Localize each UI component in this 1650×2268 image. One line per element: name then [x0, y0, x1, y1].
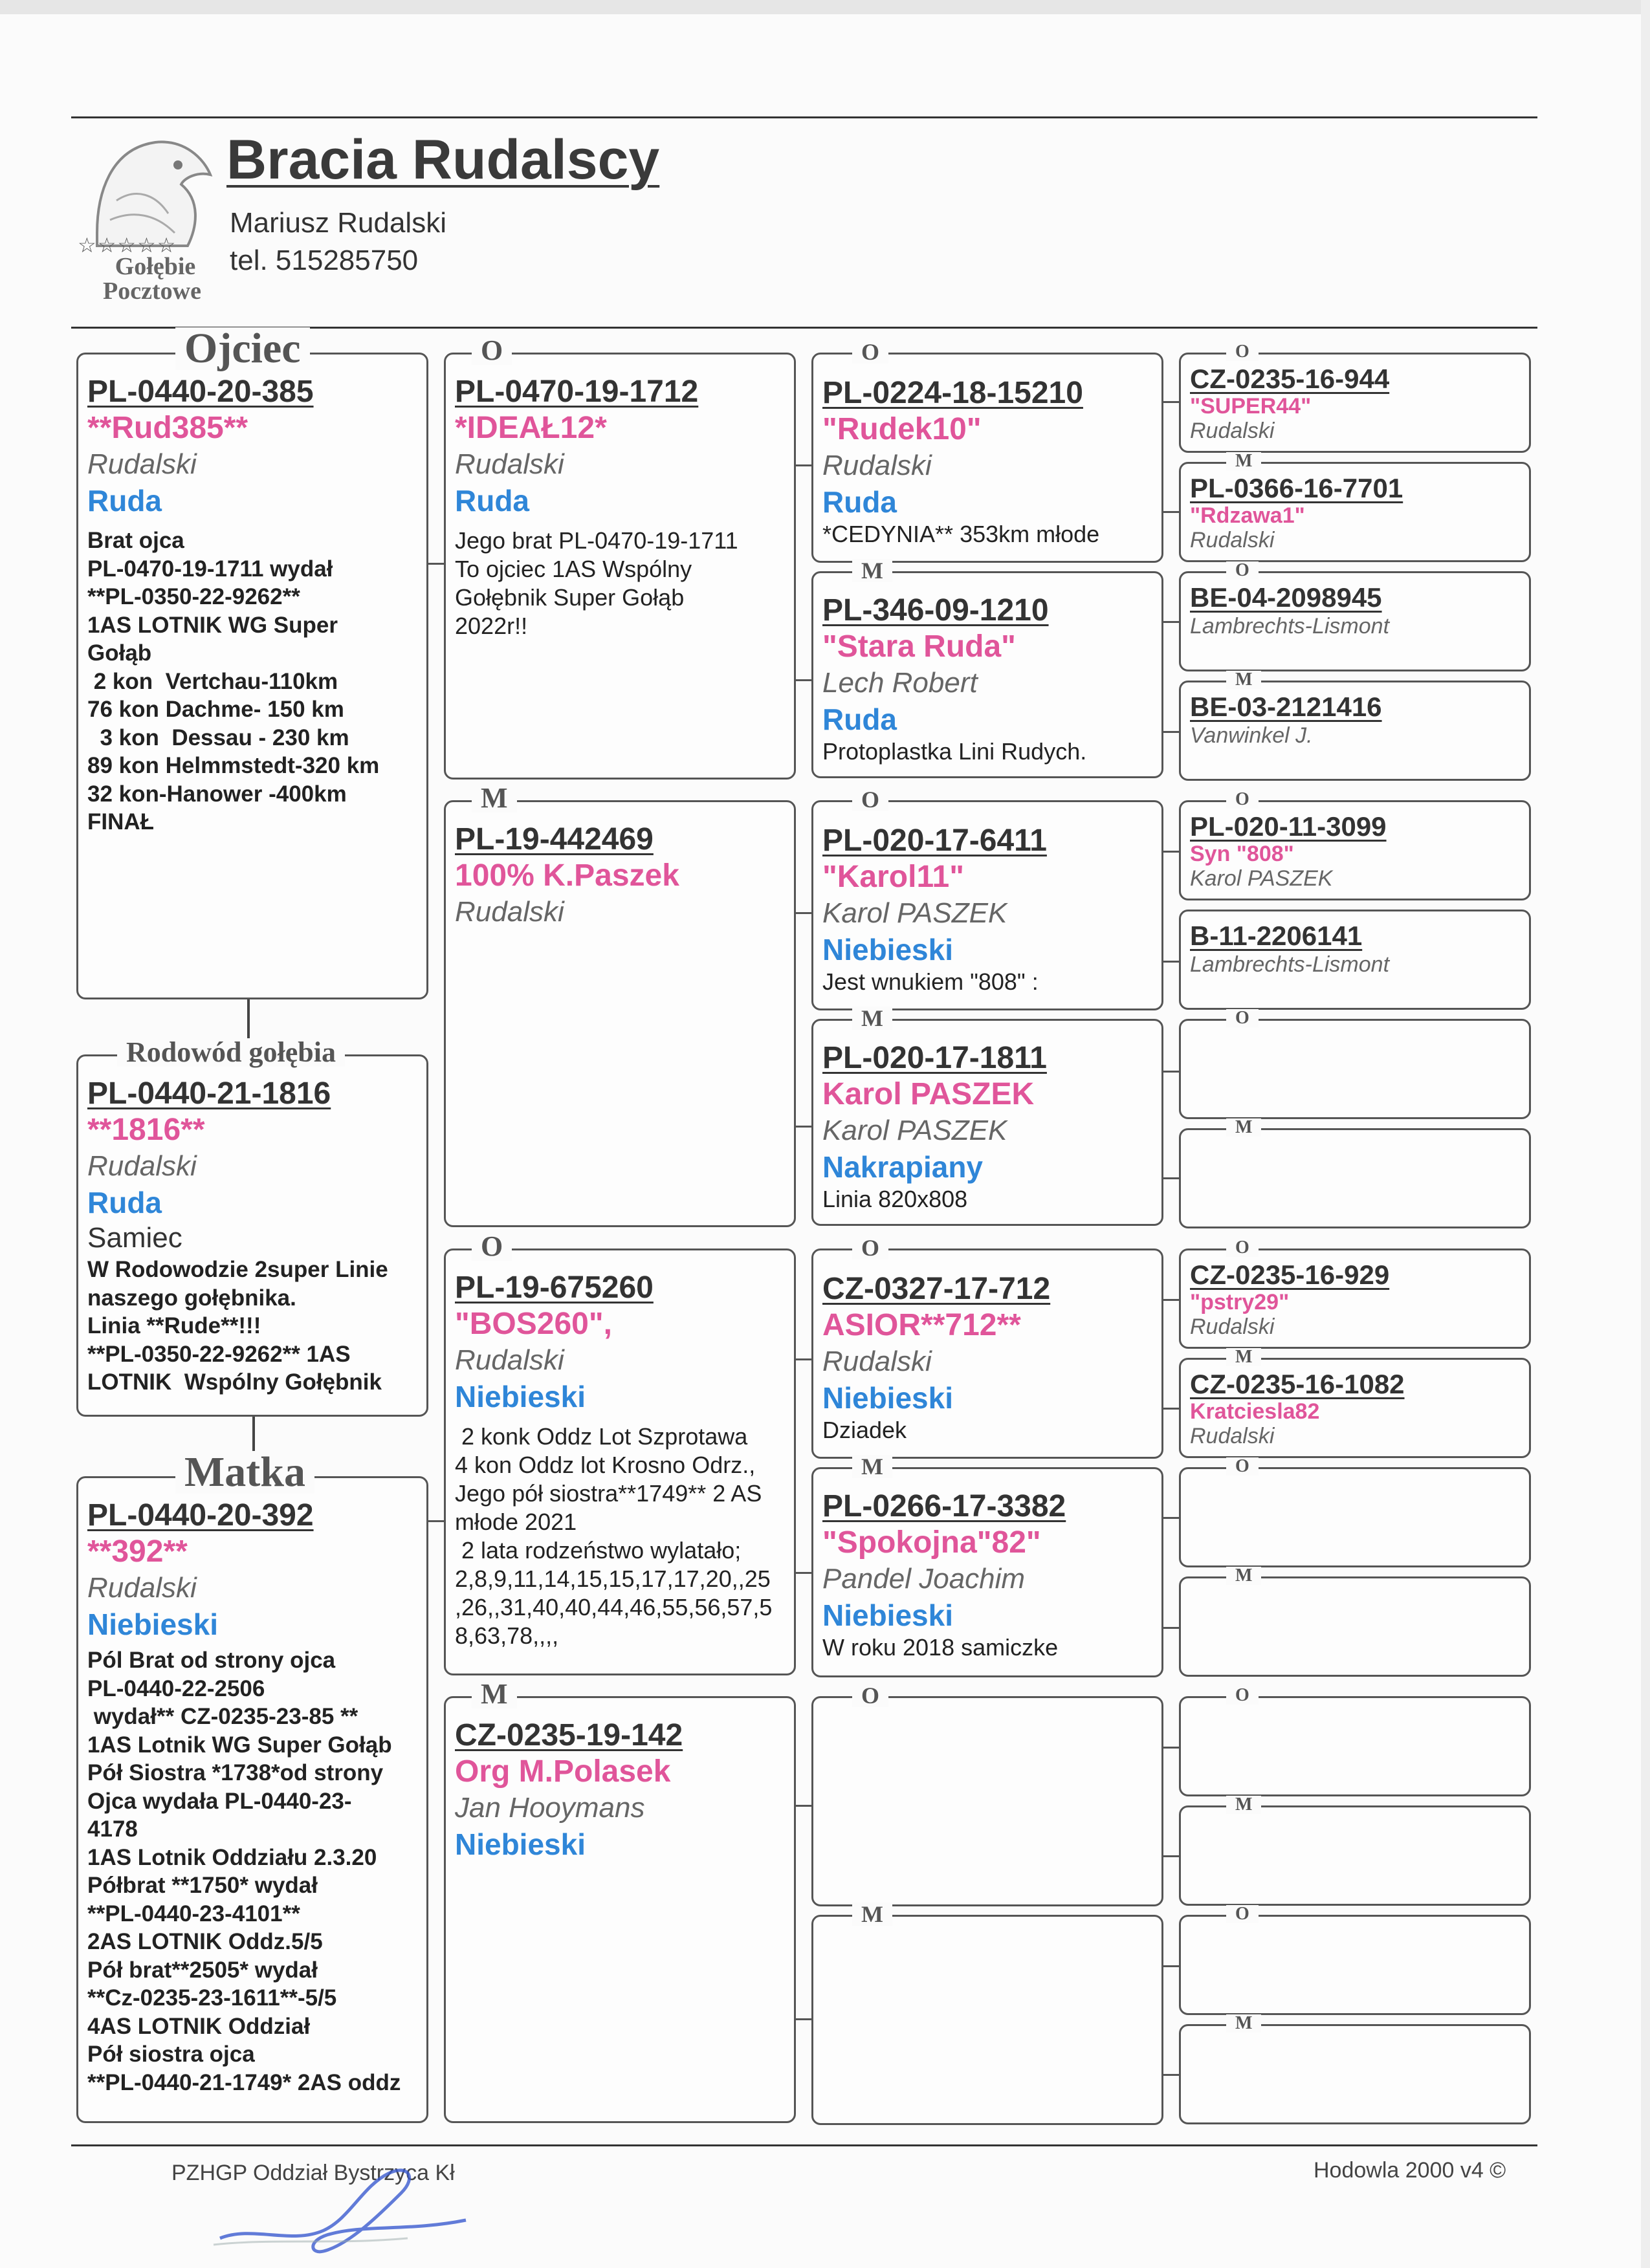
ggp-mfm-ring: PL-0266-17-3382	[822, 1489, 1066, 1523]
connector	[796, 1572, 811, 1574]
gp-mm-color: Niebieski	[455, 1827, 586, 1861]
connector	[428, 563, 444, 565]
gggp-8-ring: CZ-0235-16-929	[1190, 1259, 1390, 1290]
logo-text-line2: Pocztowe	[103, 278, 201, 305]
gggp-4-name: Syn "808"	[1190, 842, 1294, 866]
gp-ff-legend: O	[472, 336, 512, 365]
gggp-0-owner: Rudalski	[1190, 419, 1275, 443]
ggp-fff-owner: Rudalski	[822, 450, 932, 481]
gggp-12-card	[1179, 1685, 1531, 1796]
ggp-fmf-legend: O	[852, 788, 888, 811]
gp-mf-ring: PL-19-675260	[455, 1270, 654, 1305]
logo	[71, 123, 220, 311]
gggp-15-card	[1179, 2013, 1531, 2124]
gp-fm-ring: PL-19-442469	[455, 822, 654, 856]
gggp-2-legend: O	[1226, 562, 1259, 580]
connector	[796, 679, 811, 681]
gggp-0-legend: O	[1226, 343, 1259, 361]
mother-notes: Pól Brat od strony ojca PL-0440-22-2506 wydał** CZ-0235-23-85 ** 1AS Lotnik WG Super Gołąb Pół Siostra *1738*od strony Ojca wydała PL-0440-23- 4178 1AS Lotnik Oddziału 2.3.20 Półbrat **1750* wydał **PL-0440-23-4101** 2AS LOTNIK Oddz.5/5 Pół brat**2505* wydał **Cz-0235-23-1611**-5/5 4AS LOTNIK Oddział Pół siostra ojca **PL-0440-21-1749* 2AS oddz	[87, 1648, 401, 2095]
gggp-0-name: "SUPER44"	[1190, 394, 1312, 419]
header-top-rule	[71, 116, 1537, 118]
connector	[1163, 1071, 1179, 1073]
gggp-13-card	[1179, 1794, 1531, 1906]
connector	[1163, 1965, 1179, 1967]
ggp-ffm-name: "Stara Ruda"	[822, 629, 1016, 664]
ggp-fmm-color: Nakrapiany	[822, 1150, 984, 1184]
ggp-ffm-owner: Lech Robert	[822, 667, 978, 699]
gp-ff-card	[444, 334, 796, 780]
connector	[796, 1358, 811, 1360]
gggp-8-legend: O	[1226, 1239, 1259, 1257]
mother-legend: Matka	[175, 1451, 314, 1494]
ggp-fmf-ring: PL-020-17-6411	[822, 823, 1047, 858]
gp-mm-legend: M	[472, 1680, 517, 1708]
scan-top-edge	[0, 0, 1650, 14]
gp-mf-legend: O	[472, 1232, 512, 1261]
gggp-3-ring: BE-03-2121416	[1190, 692, 1382, 722]
gggp-7-card	[1179, 1117, 1531, 1228]
gp-mf-color: Niebieski	[455, 1380, 586, 1413]
ggp-mfm-card	[811, 1454, 1163, 1677]
ggp-mmm-legend: M	[852, 1903, 892, 1926]
gp-ff-color: Ruda	[455, 484, 529, 518]
father-name: **Rud385**	[87, 411, 248, 445]
connector	[1163, 1177, 1179, 1179]
connector	[1163, 621, 1179, 623]
connector	[1163, 401, 1179, 403]
gggp-10-legend: O	[1226, 1457, 1259, 1476]
ggp-mff-name: ASIOR**712**	[822, 1308, 1021, 1342]
ggp-mfm-legend: M	[852, 1455, 892, 1478]
gggp-11-card	[1179, 1565, 1531, 1677]
gggp-6-legend: O	[1226, 1009, 1259, 1027]
gggp-0-card	[1179, 342, 1531, 453]
connector	[1163, 1627, 1179, 1629]
gp-mm-card	[444, 1678, 796, 2123]
footer-software: Hodowla 2000 v4 ©	[1314, 2158, 1506, 2183]
ggp-mfm-owner: Pandel Joachim	[822, 1563, 1026, 1595]
ggp-mmf-legend: O	[852, 1684, 888, 1707]
gggp-13-legend: M	[1226, 1796, 1261, 1814]
gggp-1-card	[1179, 451, 1531, 562]
connector	[428, 1520, 444, 1522]
connector	[796, 1126, 811, 1128]
mother-color: Niebieski	[87, 1608, 218, 1641]
gggp-4-card	[1179, 789, 1531, 900]
subject-card	[76, 1036, 428, 1417]
gggp-9-card	[1179, 1347, 1531, 1458]
gggp-14-legend: O	[1226, 1905, 1259, 1923]
gggp-9-legend: M	[1226, 1348, 1261, 1366]
subject-owner: Rudalski	[87, 1150, 197, 1182]
gggp-4-ring: PL-020-11-3099	[1190, 811, 1387, 842]
gggp-2-ring: BE-04-2098945	[1190, 582, 1382, 613]
gggp-0-ring: CZ-0235-16-944	[1190, 364, 1390, 394]
page-title: Bracia Rudalscy	[226, 129, 660, 191]
gp-mf-owner: Rudalski	[455, 1344, 564, 1376]
ggp-mff-ring: CZ-0327-17-712	[822, 1272, 1051, 1306]
gggp-14-card	[1179, 1904, 1531, 2015]
gp-fm-card	[444, 782, 796, 1227]
owner-phone: tel. 515285750	[230, 245, 419, 276]
owner-name: Mariusz Rudalski	[230, 207, 446, 239]
ggp-fmm-card	[811, 1005, 1163, 1226]
ggp-fmm-notes: Linia 820x808	[822, 1186, 968, 1212]
ggp-ffm-notes: Protoplastka Lini Rudych.	[822, 738, 1087, 765]
connector	[1163, 1408, 1179, 1410]
connector	[796, 912, 811, 914]
subject-legend: Rodowód gołębia	[117, 1038, 345, 1067]
gggp-5-owner: Lambrechts-Lismont	[1190, 952, 1390, 977]
gggp-4-owner: Karol PASZEK	[1190, 866, 1333, 891]
subject-sex: Samiec	[87, 1222, 182, 1254]
gp-fm-legend: M	[472, 784, 517, 812]
gggp-8-name: "pstry29"	[1190, 1290, 1290, 1314]
gggp-3-card	[1179, 670, 1531, 781]
gp-mm-name: Org M.Polasek	[455, 1754, 671, 1789]
gp-fm-owner: Rudalski	[455, 896, 564, 928]
connector	[1163, 1517, 1179, 1519]
connector	[1163, 2074, 1179, 2076]
footer-club: PZHGP Oddział Bystrzyca Kł	[171, 2161, 455, 2185]
gggp-1-name: "Rdzawa1"	[1190, 503, 1305, 528]
gggp-1-legend: M	[1226, 452, 1261, 470]
ggp-fmf-name: "Karol11"	[822, 860, 964, 894]
father-notes: Brat ojca PL-0470-19-1711 wydał **PL-0350-22-9262** 1AS LOTNIK WG Super Gołąb 2 kon Vertchau-110km 76 kon Dachme- 150 km 3 kon Dessau - 230 km 89 kon Helmmstedt-320 km 32 kon-Hanower -400km FINAŁ	[87, 528, 380, 834]
connector	[1163, 1299, 1179, 1301]
ggp-mmf-card	[811, 1683, 1163, 1906]
gggp-15-legend: M	[1226, 2014, 1261, 2033]
logo-stars: ☆☆☆☆☆	[78, 233, 177, 257]
ggp-mfm-name: "Spokojna"82"	[822, 1525, 1041, 1560]
ggp-mff-color: Niebieski	[822, 1381, 953, 1415]
connector	[1163, 1747, 1179, 1749]
gp-ff-ring: PL-0470-19-1712	[455, 375, 699, 409]
ggp-fmf-notes: Jest wnukiem "808" :	[822, 968, 1039, 995]
gp-ff-notes: Jego brat PL-0470-19-1711 To ojciec 1AS Wspólny Gołębnik Super Gołąb 2022r!!	[455, 527, 738, 639]
footer-rule	[71, 2144, 1537, 2146]
ggp-fff-ring: PL-0224-18-15210	[822, 376, 1083, 410]
gp-fm-name: 100% K.Paszek	[455, 858, 679, 893]
ggp-mfm-color: Niebieski	[822, 1598, 953, 1632]
gp-mm-owner: Jan Hooymans	[455, 1792, 645, 1824]
scan-right-edge	[1641, 0, 1650, 2268]
gggp-9-owner: Rudalski	[1190, 1424, 1275, 1448]
ggp-mff-legend: O	[852, 1236, 888, 1259]
ggp-fff-legend: O	[852, 340, 888, 364]
connector	[1163, 511, 1179, 513]
connector	[796, 464, 811, 466]
connector	[1163, 851, 1179, 853]
gggp-3-legend: M	[1226, 671, 1261, 689]
ggp-fmf-card	[811, 787, 1163, 1010]
ggp-mfm-notes: W roku 2018 samiczke	[822, 1634, 1059, 1661]
father-legend: Ojciec	[175, 327, 310, 370]
signature-image	[194, 2148, 492, 2258]
subject-ring: PL-0440-21-1816	[87, 1076, 331, 1111]
gggp-2-card	[1179, 560, 1531, 671]
ggp-fff-color: Ruda	[822, 485, 897, 519]
ggp-ffm-card	[811, 558, 1163, 778]
gp-ff-owner: Rudalski	[455, 448, 564, 480]
gggp-9-name: Kratciesla82	[1190, 1399, 1320, 1424]
ggp-fmm-name: Karol PASZEK	[822, 1077, 1035, 1111]
gp-mf-card	[444, 1230, 796, 1675]
ggp-fff-name: "Rudek10"	[822, 412, 982, 446]
gggp-8-card	[1179, 1238, 1531, 1349]
gggp-11-legend: M	[1226, 1567, 1261, 1585]
father-color: Ruda	[87, 484, 162, 518]
gggp-5-ring: B-11-2206141	[1190, 921, 1363, 951]
gggp-6-card	[1179, 1008, 1531, 1119]
gggp-10-card	[1179, 1456, 1531, 1567]
gggp-4-legend: O	[1226, 791, 1259, 809]
subject-color: Ruda	[87, 1186, 162, 1219]
ggp-ffm-color: Ruda	[822, 703, 897, 736]
subject-name: **1816**	[87, 1113, 205, 1147]
gggp-8-owner: Rudalski	[1190, 1314, 1275, 1339]
mother-ring: PL-0440-20-392	[87, 1498, 314, 1532]
subject-notes: W Rodowodzie 2super Linie naszego gołębnika. Linia **Rude**!!! **PL-0350-22-9262** 1AS LOTNIK Wspólny Gołębnik	[87, 1257, 388, 1395]
gp-mm-ring: CZ-0235-19-142	[455, 1718, 683, 1752]
ggp-fmm-ring: PL-020-17-1811	[822, 1041, 1047, 1075]
ggp-ffm-ring: PL-346-09-1210	[822, 593, 1049, 627]
connector	[1163, 731, 1179, 733]
ggp-mff-card	[811, 1235, 1163, 1459]
gp-ff-name: *IDEAŁ12*	[455, 411, 607, 445]
ggp-mmm-card	[811, 1901, 1163, 2125]
gggp-3-owner: Vanwinkel J.	[1190, 723, 1313, 748]
mother-card	[76, 1448, 428, 2123]
gggp-2-owner: Lambrechts-Lismont	[1190, 614, 1390, 638]
gggp-9-ring: CZ-0235-16-1082	[1190, 1369, 1405, 1399]
ggp-mff-owner: Rudalski	[822, 1346, 932, 1377]
ggp-fff-notes: *CEDYNIA** 353km młode	[822, 521, 1100, 547]
gggp-5-card	[1179, 910, 1531, 1010]
connector	[1163, 1855, 1179, 1857]
ggp-fmm-legend: M	[852, 1007, 892, 1030]
connector	[796, 2018, 811, 2020]
mother-owner: Rudalski	[87, 1572, 197, 1604]
ggp-fmf-owner: Karol PASZEK	[822, 897, 1007, 929]
gggp-7-legend: M	[1226, 1118, 1261, 1137]
ggp-fff-card	[811, 339, 1163, 563]
gggp-1-owner: Rudalski	[1190, 528, 1275, 552]
mother-name: **392**	[87, 1534, 188, 1569]
ggp-fmm-owner: Karol PASZEK	[822, 1115, 1007, 1146]
gp-mf-notes: 2 konk Oddz Lot Szprotawa 4 kon Oddz lot Krosno Odrz., Jego pół siostra**1749** 2 AS młode 2021 2 lata rodzeństwo wylatało; 2,8,9,11,14,15,15,17,17,20,,25 ,26,,31,40,40,44,46,55,56,57,5 8,63,78,,,,	[455, 1423, 773, 1649]
father-ring: PL-0440-20-385	[87, 375, 314, 409]
gggp-12-legend: O	[1226, 1686, 1259, 1705]
ggp-ffm-legend: M	[852, 559, 892, 582]
ggp-mff-notes: Dziadek	[822, 1417, 907, 1443]
gggp-1-ring: PL-0366-16-7701	[1190, 473, 1403, 503]
gp-mf-name: "BOS260",	[455, 1307, 612, 1341]
father-card	[76, 325, 428, 999]
connector	[796, 1805, 811, 1807]
father-owner: Rudalski	[87, 448, 197, 480]
ggp-fmf-color: Niebieski	[822, 933, 953, 966]
logo-text-line1: Gołębie	[115, 253, 196, 280]
connector	[1163, 961, 1179, 963]
